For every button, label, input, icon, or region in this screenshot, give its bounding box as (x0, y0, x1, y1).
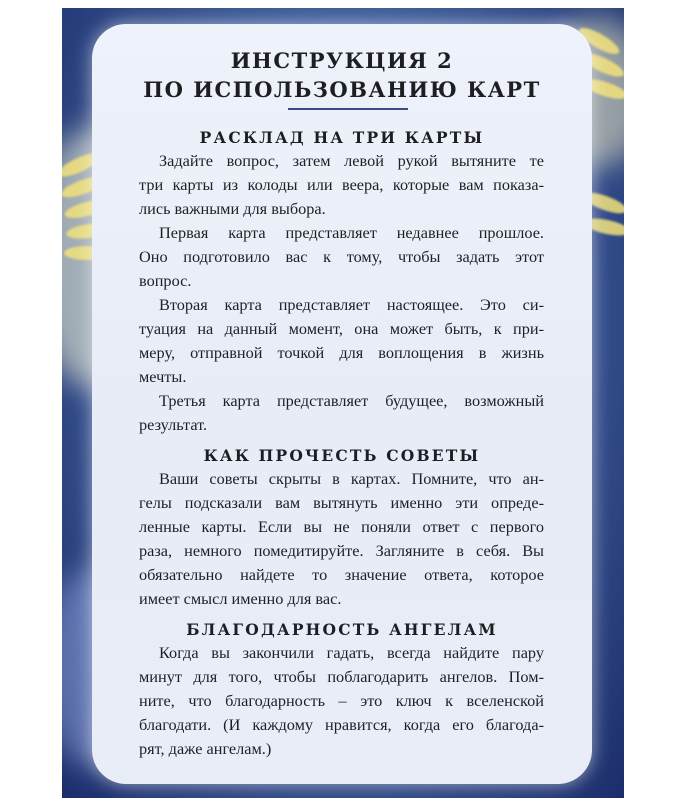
section-heading-three-card-spread: РАСКЛАД НА ТРИ КАРТЫ (199, 128, 485, 147)
paragraph-line: результат. (139, 415, 208, 434)
paragraph-line: три карты из колоды или веера, которые вам показа- (139, 175, 544, 194)
section-heading-how-to-read: КАК ПРОЧЕСТЬ СОВЕТЫ (203, 446, 481, 465)
paragraph-line: обязательно найдете то значение ответа, которое (139, 565, 544, 584)
paragraph-line: Третья карта представляет будущее, возможный (159, 391, 544, 410)
text-panel (92, 24, 592, 784)
title-line-2: ПО ИСПОЛЬЗОВАНИЮ КАРТ (143, 77, 541, 102)
paragraph-line: Первая карта представляет недавнее прошлое. (159, 223, 544, 242)
paragraph-line: ните, что благодарность – это ключ к вселенской (139, 691, 544, 710)
paragraph-line: минут для того, чтобы поблагодарить ангелов. Пом- (139, 667, 544, 686)
paragraph-line: туация на данный момент, она может быть, к при- (139, 319, 544, 338)
paragraph-line: благодати. (И каждому нравится, когда его благода- (139, 715, 544, 734)
paragraph-line: гелы подсказали вам вытянуть именно эти опреде- (139, 493, 544, 512)
paragraph-line: Задайте вопрос, затем левой рукой вытяните те (159, 151, 544, 170)
paragraph-line: мечты. (139, 367, 187, 386)
title-divider (288, 108, 408, 110)
paragraph-line: рят, даже ангелам.) (139, 739, 272, 758)
paragraph-line: Вторая карта представляет настоящее. Это си- (159, 295, 544, 314)
paragraph-line: вопрос. (139, 271, 192, 290)
paragraph-line: имеет смысл именно для вас. (139, 589, 342, 608)
paragraph-line: Оно подготовило вас к тому, чтобы задать этот (139, 247, 544, 266)
title-line-1: ИНСТРУКЦИЯ 2 (230, 48, 454, 73)
section-heading-gratitude: БЛАГОДАРНОСТЬ АНГЕЛАМ (186, 620, 498, 639)
paragraph-line: лись важными для выбора. (139, 199, 326, 218)
paragraph-line: ленные карты. Если вы не поняли ответ с первого (139, 517, 544, 536)
instruction-card (62, 8, 624, 798)
paragraph-line: меру, отправной точкой для воплощения в жизнь (139, 343, 544, 362)
paragraph-line: раза, немного помедитируйте. Загляните в себя. Вы (139, 541, 544, 560)
paragraph-line: Когда вы закончили гадать, всегда найдите пару (159, 643, 544, 662)
paragraph-line: Ваши советы скрыты в картах. Помните, что ан- (159, 469, 544, 488)
